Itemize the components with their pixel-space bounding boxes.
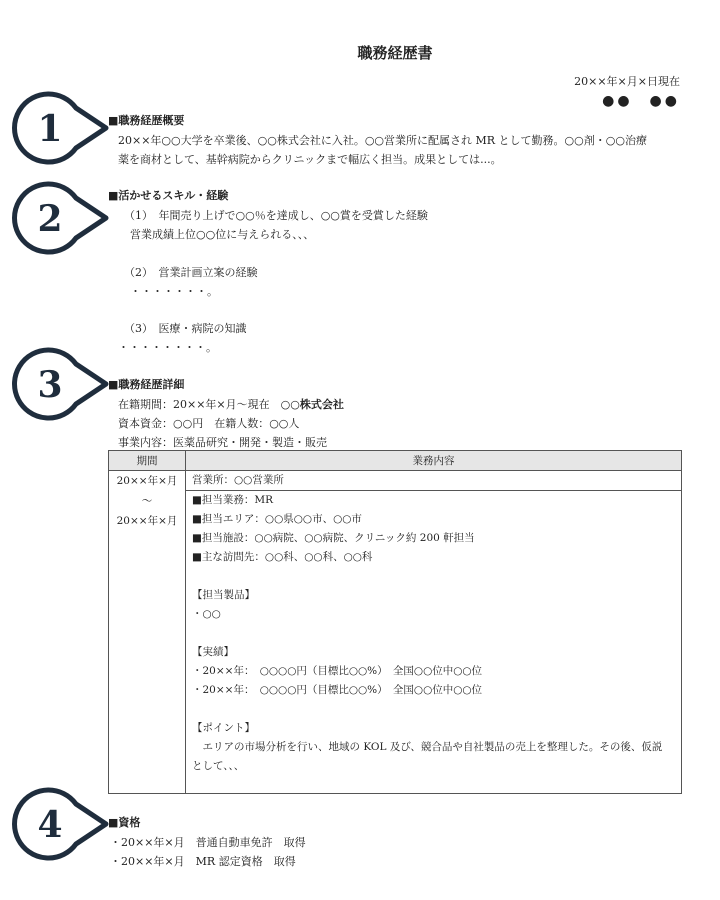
qualification-item: ・20××年×月 MR 認定資格 取得 xyxy=(110,855,296,868)
tenure-line xyxy=(118,396,344,412)
skill-3-title: （3） 医療・病院の知識 xyxy=(124,322,247,335)
content-spacer xyxy=(186,700,681,719)
office-cell xyxy=(186,471,682,491)
skill-1-title: （1） 年間売り上げで○○％を達成し、○○賞を受賞した経験 xyxy=(124,209,428,222)
tenure-label: 在籍期間：20××年×月〜現在 xyxy=(118,398,281,411)
content-row xyxy=(109,491,682,794)
summary-line-2: 薬を商材として、基幹病院からクリニックまで幅広く担当。成果としては...。 xyxy=(118,153,502,166)
period-end: 20××年×月 xyxy=(116,515,178,527)
header-content: 業務内容 xyxy=(186,451,682,471)
content-line: ・20××年： ○○○○円（目標比○○%） 全国○○位中○○位 xyxy=(192,665,483,677)
summary-line-1: 20××年○○大学を卒業後、○○株式会社に入社。○○営業所に配属され MR として勤務。○○剤・○○治療 xyxy=(118,134,647,147)
document-date: 20××年×月×日現在 xyxy=(574,75,680,88)
qualifications-heading: ■資格 xyxy=(108,816,141,829)
content-cell xyxy=(186,491,682,794)
capital-line: 資本資金：○○円 在籍人数：○○人 xyxy=(118,417,300,430)
content-line: 【実績】 xyxy=(192,646,234,658)
content-spacer xyxy=(186,624,681,643)
header-period: 期間 xyxy=(109,451,186,471)
period-tilde: 〜 xyxy=(141,495,153,507)
marker-number-2: 2 xyxy=(37,198,63,240)
content-line: として、、、 xyxy=(192,760,245,772)
table-header-row xyxy=(109,451,682,471)
skill-3-detail: ・・・・・・・・。 xyxy=(118,341,217,354)
content-line: ■担当エリア：○○県○○市、○○市 xyxy=(192,513,362,525)
skill-2-title: （2） 営業計画立案の経験 xyxy=(124,266,258,279)
period-start: 20××年×月 xyxy=(116,475,178,487)
career-table xyxy=(108,450,682,794)
qualification-item: ・20××年×月 普通自動車免許 取得 xyxy=(110,836,306,849)
content-line: ■担当業務：MR xyxy=(192,494,274,506)
content-line: 【ポイント】 xyxy=(192,722,255,734)
marker-number-1: 1 xyxy=(37,108,63,150)
content-line: ・20××年： ○○○○円（目標比○○%） 全国○○位中○○位 xyxy=(192,684,483,696)
marker-number-3: 3 xyxy=(37,364,63,406)
skills-heading: ■活かせるスキル・経験 xyxy=(108,189,229,202)
content-line: ■担当施設：○○病院、○○病院、クリニック約 200 軒担当 xyxy=(192,532,475,544)
document-title: 職務経歴書 xyxy=(357,44,433,62)
marker-number-4: 4 xyxy=(37,804,63,846)
period-cell xyxy=(109,471,186,794)
summary-heading: ■職務経歴概要 xyxy=(108,114,185,127)
content-line: 【担当製品】 xyxy=(192,589,255,601)
skill-2-detail: ・・・・・・・。 xyxy=(130,285,218,298)
content-spacer xyxy=(186,567,681,586)
content-line: ■主な訪問先：○○科、○○科、○○科 xyxy=(192,551,373,563)
content-line: エリアの市場分析を行い、地域の KOL 及び、競合品や自社製品の売上を整理した。その後、仮説 xyxy=(192,741,663,753)
details-heading: ■職務経歴詳細 xyxy=(108,378,185,391)
business-line: 事業内容：医薬品研究・開発・製造・販売 xyxy=(118,436,327,449)
office-line: 営業所：○○営業所 xyxy=(192,474,284,486)
author-name: ●● ●● xyxy=(602,93,680,109)
company-name: ○○株式会社 xyxy=(280,398,344,411)
office-row xyxy=(109,471,682,491)
skill-1-detail: 営業成績上位○○位に与えられる、、、 xyxy=(130,228,315,241)
content-line: ・○○ xyxy=(192,608,221,620)
